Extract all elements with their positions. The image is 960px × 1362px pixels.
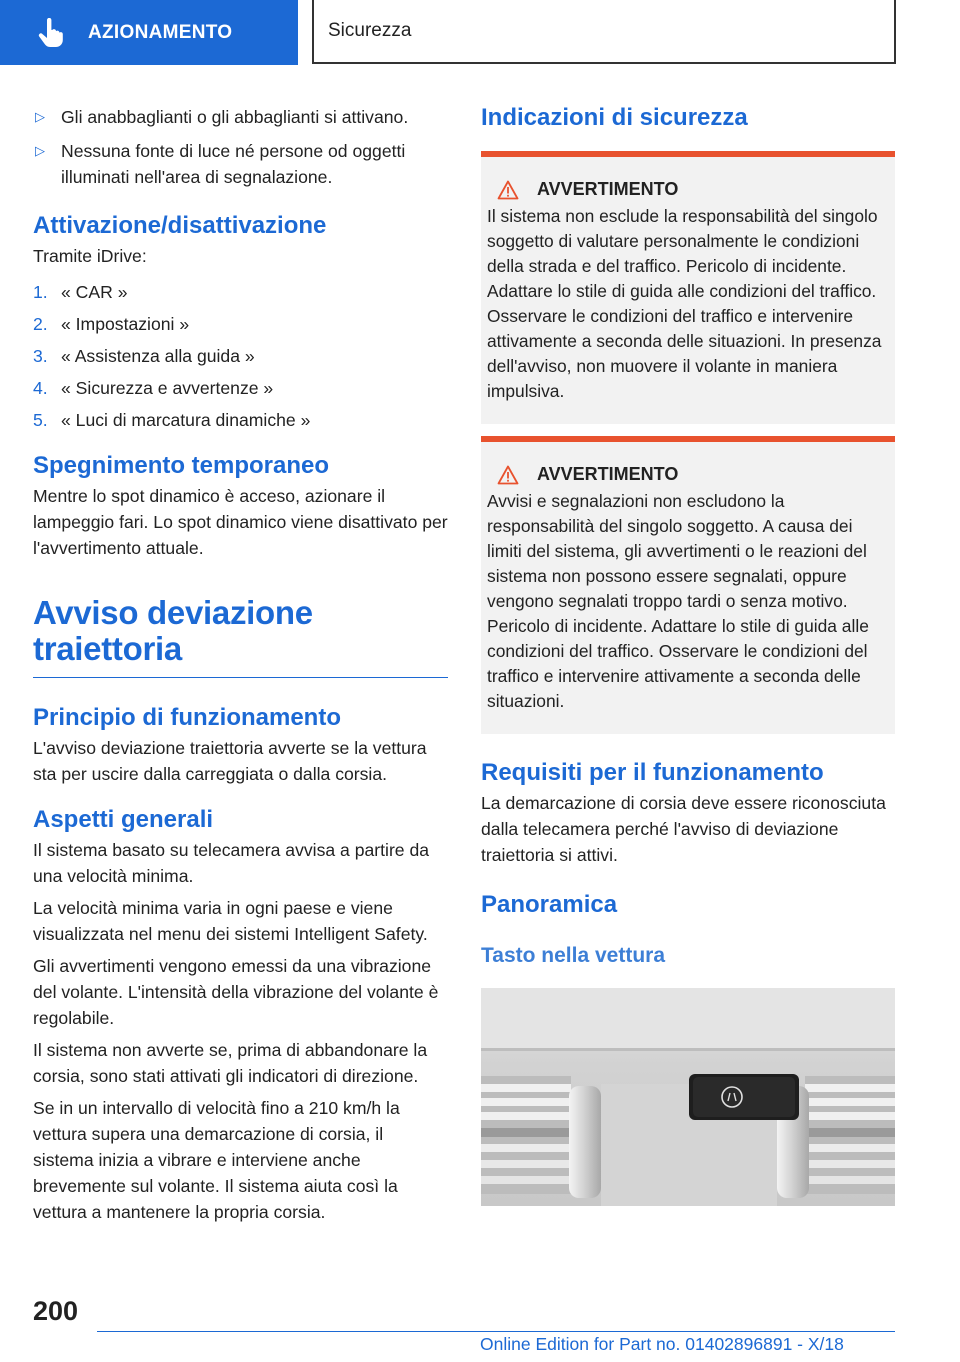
temp-off-text: Mentre lo spot dinamico è acceso, azionare il lampeggio fari. Lo spot dinamico viene disattivato per l'avvertimento attuale. bbox=[33, 486, 448, 558]
step-number: 4. bbox=[33, 378, 48, 398]
right-column bbox=[481, 96, 895, 1206]
left-column bbox=[33, 96, 448, 1225]
page-number: 200 bbox=[33, 1296, 79, 1326]
general-paragraph: Il sistema basato su telecamera avvisa a partire da una velocità minima. bbox=[33, 840, 430, 886]
general-paragraph: Gli avvertimenti vengono emessi da una vibrazione del volante. L'intensità della vibrazione del volante è regolabile. bbox=[33, 956, 439, 1028]
button-heading: Tasto nella vettura bbox=[481, 944, 665, 967]
chapter-box bbox=[312, 0, 896, 64]
warning-triangle-icon bbox=[497, 465, 519, 485]
activation-intro: Tramite iDrive: bbox=[33, 246, 147, 266]
list-item bbox=[33, 138, 448, 190]
warning-title bbox=[487, 464, 887, 485]
requirements-heading: Requisiti per il funzionamento bbox=[481, 759, 824, 786]
overview-heading: Panoramica bbox=[481, 891, 618, 918]
step-number: 2. bbox=[33, 314, 48, 334]
warning-text: Avvisi e segnalazioni non escludono la responsabilità del singolo soggetto. A causa dei limiti del sistema, gli avvertimenti o le reazioni del sistema non possono essere segnalati, oppure vengono segnalati troppo tardi o senza motivo. Pericolo di incidente. Adattare lo stile di guida alle condizioni del traffico. Osservare le condizioni del traffico e intervenire attivamente a seconda delle situazioni. bbox=[487, 491, 869, 711]
chapter-title: Sicurezza bbox=[328, 20, 412, 41]
section-tab bbox=[0, 0, 298, 65]
hand-pointer-icon bbox=[38, 18, 64, 48]
list-item bbox=[33, 343, 448, 375]
list-item bbox=[33, 279, 448, 311]
warning-title-text: AVVERTIMENTO bbox=[537, 179, 679, 199]
warning-triangle-icon bbox=[497, 180, 519, 200]
step-text: « Impostazioni » bbox=[61, 314, 190, 334]
bullet-text: Nessuna fonte di luce né persone od oggetti illuminati nell'area di segnalazione. bbox=[61, 141, 406, 187]
bullet-text: Gli anabbaglianti o gli abbaglianti si attivano. bbox=[61, 107, 409, 127]
step-text: « Luci di marcatura dinamiche » bbox=[61, 410, 311, 430]
warning-title-text: AVVERTIMENTO bbox=[537, 464, 679, 484]
footer-divider bbox=[97, 1331, 895, 1332]
triangle-bullet-icon: ▷ bbox=[35, 143, 45, 158]
steps-list bbox=[33, 279, 448, 439]
step-number: 5. bbox=[33, 410, 48, 430]
general-paragraph: Se in un intervallo di velocità fino a 210 km/h la vettura supera una demarcazione di corsia, il sistema inizia a vibrare e interviene anche brevemente sul volante. Il sistema aiuta così la vettura a mantenere la propria corsia. bbox=[33, 1098, 400, 1222]
principle-heading: Principio di funzionamento bbox=[33, 704, 341, 731]
list-item bbox=[33, 311, 448, 343]
step-text: « Sicurezza e avvertenze » bbox=[61, 378, 274, 398]
title-divider bbox=[33, 677, 448, 678]
list-item bbox=[33, 375, 448, 407]
requirements-text: La demarcazione di corsia deve essere riconosciuta dalla telecamera perché l'avviso di deviazione traiettoria si attivi. bbox=[481, 793, 886, 865]
safety-heading: Indicazioni di sicurezza bbox=[481, 104, 748, 131]
general-paragraph: Il sistema non avverte se, prima di abbandonare la corsia, sono stati attivati gli indicatori di direzione. bbox=[33, 1040, 428, 1086]
step-number: 3. bbox=[33, 346, 48, 366]
list-item bbox=[33, 407, 448, 439]
warning-box bbox=[481, 436, 895, 734]
edition-note: Online Edition for Part no. 01402896891 - X/18 bbox=[480, 1334, 844, 1354]
warning-box bbox=[481, 151, 895, 424]
activation-heading: Attivazione/disattivazione bbox=[33, 212, 327, 239]
step-text: « CAR » bbox=[61, 282, 128, 302]
temp-off-heading: Spegnimento temporaneo bbox=[33, 452, 330, 479]
list-item bbox=[33, 104, 448, 130]
dashboard-vent-image bbox=[481, 988, 895, 1206]
step-text: « Assistenza alla guida » bbox=[61, 346, 255, 366]
vehicle-button-photo bbox=[481, 988, 895, 1206]
section-title: AZIONAMENTO bbox=[88, 21, 233, 43]
triangle-bullet-icon: ▷ bbox=[35, 109, 45, 124]
step-number: 1. bbox=[33, 282, 48, 302]
warning-text: Il sistema non esclude la responsabilità del singolo soggetto di valutare personalmente le condizioni della strada e del traffico. Pericolo di incidente. Adattare lo stile di guida alle condizioni del traffico. Osservare le condizioni del traffico e intervenire attivamente a seconda delle situazioni. In presenza dell'avviso, non muovere il volante in maniera impulsiva. bbox=[487, 206, 882, 401]
principle-text: L'avviso deviazione traiettoria avverte se la vettura sta per uscire dalla carreggiata o dalla corsia. bbox=[33, 738, 427, 784]
general-paragraph: La velocità minima varia in ogni paese e viene visualizzata nel menu dei sistemi Intelligent Safety. bbox=[33, 898, 428, 944]
general-heading: Aspetti generali bbox=[33, 806, 214, 833]
main-title: Avviso deviazione traiettoria bbox=[33, 594, 313, 667]
warning-title bbox=[487, 179, 887, 200]
